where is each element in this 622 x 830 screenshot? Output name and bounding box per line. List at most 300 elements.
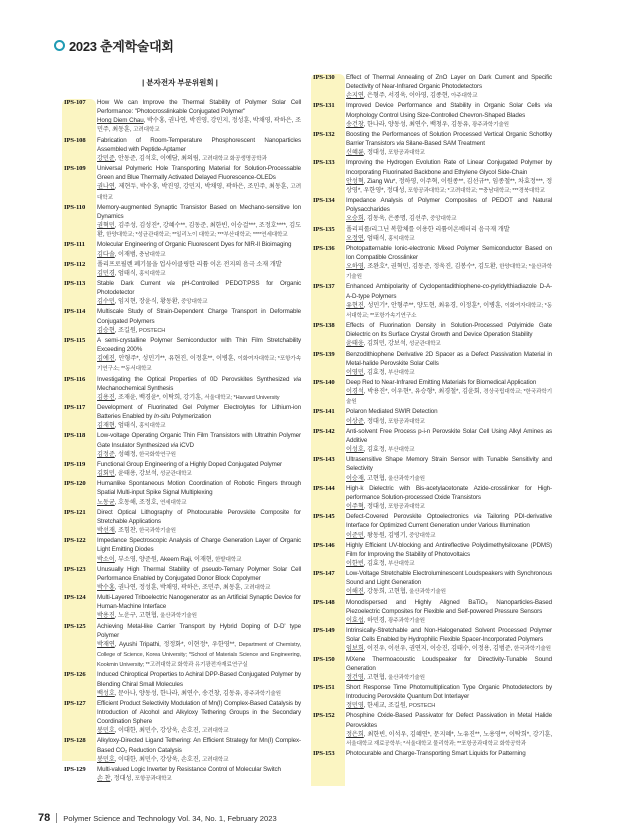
abstract-entry <box>313 73 552 101</box>
abstract-authors <box>97 297 301 307</box>
abstract-entry <box>64 593 301 621</box>
abstract-authors <box>346 730 552 749</box>
co-authors: , 김효정, <box>363 368 388 376</box>
title-text: Polymerization <box>170 413 212 421</box>
abstract-entry <box>313 455 552 483</box>
abstract-entry <box>64 307 301 335</box>
abstract-entry <box>64 240 301 259</box>
co-authors: , 김동욱, 은종명, 김선주, <box>363 215 430 223</box>
presenting-author: 김용진 <box>97 393 115 401</box>
abstract-entry <box>313 683 552 711</box>
abstract-id: IPS-118 <box>64 432 86 440</box>
abstract-entry <box>313 407 552 426</box>
presenting-author: 노동균 <box>97 498 115 506</box>
co-authors: , 이진우, 이선우, 권연지, 이승진, 김태수, 이정용, 김범준, <box>363 645 514 653</box>
abstract-id: IPS-137 <box>313 283 335 291</box>
affiliation: 아주대학교 <box>450 93 478 100</box>
presenting-author: 이준민 <box>346 531 364 539</box>
abstract-authors <box>97 450 301 460</box>
presenting-author: 손지연 <box>346 92 364 100</box>
abstract-id: IPS-108 <box>64 136 86 144</box>
abstract-entry <box>313 512 552 540</box>
presenting-author: 김민경 <box>97 269 115 277</box>
presenting-author: 김회민 <box>97 470 115 478</box>
title-text: Photocurable and Charge-Transporting Smart Liquids for Patterning <box>346 750 526 758</box>
affiliation: POSTECH <box>138 327 166 334</box>
abstract-authors <box>346 445 552 455</box>
affiliation: 부산대학교 <box>387 560 415 567</box>
abstract-title <box>97 375 301 393</box>
co-authors: , 안동준, 김석호, 이예담, 최의림, <box>114 154 202 162</box>
abstract-id: IPS-133 <box>313 159 335 167</box>
co-authors: , 고현협, <box>363 474 388 482</box>
left-column-entries <box>64 98 301 784</box>
abstract-body <box>97 536 301 564</box>
title-text: Highly Efficient UV-blocking and Antireflective Polydimethylsiloxane (PDMS) Film for Improving the Stability of Photovoltaics <box>346 541 552 558</box>
abstract-entry <box>313 350 552 378</box>
abstract-entry <box>313 196 552 224</box>
abstract-authors <box>97 354 301 374</box>
abstract-body <box>97 260 301 279</box>
affiliation: 이화여자대학교; *포항가속기연구소; **동서대학교 <box>97 356 301 373</box>
abstract-entry <box>64 403 301 431</box>
abstract-title <box>97 260 301 269</box>
co-authors: , Ayushi Tripathi, 정정화*, 이현정*, 우한영**, <box>114 640 239 648</box>
abstract-id: IPS-123 <box>64 565 86 573</box>
abstract-id: IPS-151 <box>313 684 335 691</box>
abstract-entry <box>313 378 552 407</box>
presenting-author: 김승현 <box>97 326 115 334</box>
abstract-title <box>346 196 552 214</box>
title-text: Impedance Analysis of Polymer Composites of PEDOT and Natural Polysaccharides <box>346 197 552 214</box>
abstract-authors <box>346 214 552 224</box>
abstract-entry <box>313 101 552 129</box>
affiliation: 한국과학기술원 <box>138 528 176 535</box>
abstract-body <box>97 765 301 784</box>
title-text: A semi-crystalline Polymer Semiconductor with Thin Film Stretchability Exceeding 200% <box>97 336 301 354</box>
affiliation: 고려대학교 <box>133 127 160 134</box>
abstract-title <box>346 321 552 339</box>
presenting-author: Hong Diem Chau <box>97 117 144 125</box>
abstract-authors <box>97 526 301 536</box>
abstract-title <box>97 279 301 297</box>
co-authors: , 노운구, 고현협, <box>114 612 160 620</box>
affiliation: 중앙대학교 <box>180 299 208 306</box>
abstract-title <box>346 244 552 262</box>
abstract-title <box>97 460 301 469</box>
abstract-id: IPS-145 <box>313 513 335 521</box>
abstract-body <box>97 431 301 459</box>
abstract-id: IPS-112 <box>64 260 86 268</box>
abstract-id: IPS-147 <box>313 570 335 578</box>
abstract-id: IPS-119 <box>64 460 86 468</box>
abstract-id: IPS-152 <box>313 712 335 720</box>
abstract-entry <box>64 565 301 593</box>
affiliation: 고려대학교 <box>97 184 301 201</box>
affiliation: 서울대학교 재료공학부; *서울대학교 물리학과; **포항공과대학교 화학공학과 <box>346 740 527 747</box>
abstract-title <box>346 683 552 701</box>
title-text: High-k Dielectric with Bis-acetylacetonate Azide-crosslinker for High-performance Solution-processed Oxide Transistors <box>346 484 552 501</box>
abstract-authors <box>97 640 301 670</box>
abstract-title <box>97 203 301 221</box>
italic-term: via <box>473 513 482 521</box>
abstract-entry <box>313 321 552 349</box>
co-authors: , Ziang Wu*, 정하영, 이주혁, 이원종**, 김선규**, 임종철**, 차효정***, 정상영*, 우한영*, 정대성, <box>346 177 552 194</box>
abstract-authors <box>346 559 552 569</box>
title-text: Improved Device Performance and Stability in Organic Solar Cells <box>346 102 545 110</box>
abstract-authors <box>97 689 301 699</box>
co-authors: , 이재범, <box>114 250 139 258</box>
co-authors: , 김주성, 김성진*, 강혜수**, 김동준, 최한빈, 이승걸***, 조정호****, 김도환, <box>97 222 301 239</box>
abstract-id: IPS-116 <box>64 375 86 383</box>
presenting-author: 안성혁 <box>346 177 364 185</box>
abstract-authors <box>97 555 301 565</box>
affiliation: 홍익대학교 <box>138 270 166 277</box>
affiliation: 울산과학기술원 <box>159 613 197 620</box>
abstract-entry <box>313 711 552 749</box>
abstract-authors <box>97 182 301 202</box>
italic-term: via <box>170 441 179 449</box>
abstract-authors <box>97 611 301 621</box>
affiliation: 경상국립대학교; *한국과학기술원 <box>346 389 552 406</box>
abstract-body <box>97 98 301 136</box>
co-authors: , 고현협, <box>363 673 388 681</box>
affiliation: 한양대학교; *성균관대학교; **일리노이 대학교; ***부산대학교; ****연세대학교 <box>106 232 288 239</box>
italic-term: via <box>544 102 552 110</box>
abstract-id: IPS-126 <box>64 671 86 679</box>
title-text: Intrinsically-Stretchable and Non-Halogenated Solvent Processed Polymer Solar Cells Enabled by Hydrophilic Flexible Spacer-Incorporated Polymers <box>346 627 552 644</box>
abstract-body <box>346 101 552 129</box>
abstract-title <box>346 749 552 758</box>
abstract-id: IPS-113 <box>64 279 86 287</box>
abstract-body <box>97 307 301 335</box>
abstract-id: IPS-148 <box>313 598 335 606</box>
abstract-title <box>97 136 301 154</box>
co-authors: , 정대성, <box>110 775 135 783</box>
abstract-entry <box>64 622 301 671</box>
abstract-body <box>346 541 552 569</box>
abstract-body <box>346 455 552 483</box>
title-text: Functional Group Engineering of a Highly Doped Conjugated Polymer <box>97 460 283 468</box>
abstract-title <box>346 73 552 91</box>
title-text: Enhanced Ambipolarity of Cyclopentadithiophene- <box>346 283 483 291</box>
abstract-title <box>97 593 301 611</box>
presenting-author: 이해진 <box>346 588 364 596</box>
abstract-title <box>97 240 301 249</box>
abstract-authors <box>346 644 552 654</box>
presenting-author: 이성호 <box>346 446 364 454</box>
title-text: iCVD <box>178 441 194 449</box>
abstract-body <box>346 749 552 758</box>
abstract-body <box>346 655 552 683</box>
presenting-author: 김다솔 <box>97 250 115 258</box>
italic-term: In-situ <box>153 413 171 421</box>
abstract-title <box>346 378 552 387</box>
abstract-body <box>97 699 301 737</box>
abstract-title <box>346 427 552 445</box>
co-authors: , 왕동원, 김병기, <box>363 531 409 539</box>
abstract-id: IPS-143 <box>313 456 335 464</box>
presenting-author: 오승희 <box>346 215 364 223</box>
presenting-author: 박소이 <box>97 555 115 563</box>
abstract-entry <box>64 375 301 403</box>
abstract-body <box>97 164 301 203</box>
affiliation: 한밭대학교 <box>214 556 242 563</box>
presenting-author: 박선재 <box>97 527 115 535</box>
affiliation: 울산과학기술원 <box>387 674 425 681</box>
italic-term: pseudo <box>201 565 222 573</box>
abstract-body <box>97 279 301 307</box>
abstract-authors <box>346 417 552 427</box>
presenting-author: 손 찬 <box>97 775 111 783</box>
page-header <box>54 36 174 55</box>
affiliation: 한양대학교; *울산과학기술원 <box>346 264 552 281</box>
co-authors: , 박용진*, 이우현*, 유승형*, 최경철*, 김윤회, <box>363 388 484 396</box>
co-authors: , 엄태식, <box>363 234 388 242</box>
co-authors: , 이대한, 최민수, 강상욱, 손호진, <box>114 755 202 763</box>
abstract-entry <box>313 130 552 158</box>
abstract-id: IPS-139 <box>313 350 335 358</box>
presenting-author: 오정연 <box>346 234 364 242</box>
presenting-author: 김정준 <box>97 450 115 458</box>
affiliation: 울산과학기술원 <box>387 475 425 482</box>
abstract-entry <box>64 460 301 479</box>
co-authors: , 김효정, <box>363 446 388 454</box>
co-authors: , 권나연, 정성훈, 박채영, 곽하은, 조민주, 최동훈, <box>114 583 244 591</box>
co-authors: , 부소영, 양준원, Akeem Raji, 이재현, <box>114 555 215 563</box>
affiliation: 고려대학교 <box>201 728 229 735</box>
abstract-entry <box>313 225 552 244</box>
abstract-id: IPS-114 <box>64 308 86 316</box>
title-text: Phosphine Oxide-Based Passivator for Defect Passivation in Metal Halide Perovskites <box>346 712 552 729</box>
affiliation: 포항공과대학교 <box>387 504 425 511</box>
abstract-id: IPS-107 <box>64 99 86 106</box>
abstract-id: IPS-135 <box>313 225 335 233</box>
abstract-entry <box>313 158 552 196</box>
co-authors: , 안형주*, 성민기**, 유현진, 이정훈**, 이병훈, <box>114 355 238 363</box>
abstract-body <box>97 336 301 375</box>
co-authors: , 조길원, <box>114 326 139 334</box>
footer-divider <box>56 813 57 823</box>
co-authors: , 하민경, <box>363 616 388 624</box>
presenting-author: 박재연 <box>97 640 115 648</box>
co-authors: , 최한빈, 이석우, 김혜연*, 문지혜*, 노유진**, 노용영**, 이탁희*, 강기훈, <box>363 730 552 738</box>
section-title: | 분자전자 부문위원회 | <box>142 78 218 87</box>
affiliation: POSTECH <box>408 703 436 710</box>
abstract-body <box>346 244 552 283</box>
abstract-title <box>346 484 552 502</box>
abstract-entry <box>64 98 301 136</box>
title-text: -Ternary Polymer Solar Cell Performance Enabled by Conjugated Donor Block Copolymer <box>97 565 301 582</box>
title-text: Silane-Based SAM Treatment <box>404 140 485 148</box>
co-authors: , 김희민, 강보석, <box>363 340 409 348</box>
abstract-body <box>97 136 301 164</box>
abstract-title <box>346 101 552 119</box>
co-authors: , 이대한, 최민수, 강상욱, 손호진, <box>114 727 202 735</box>
abstract-title <box>97 670 301 688</box>
abstract-body <box>346 484 552 512</box>
abstract-id: IPS-109 <box>64 165 86 173</box>
affiliation: 포항공과대학교 <box>387 150 425 157</box>
abstract-authors <box>346 177 552 196</box>
abstract-body <box>346 626 552 654</box>
abstract-body <box>346 711 552 749</box>
affiliation: 서울대학교; *Harvard University <box>204 394 280 401</box>
presenting-author: 유현진 <box>346 301 364 309</box>
presenting-author: 권혁민 <box>97 222 115 230</box>
abstract-body <box>97 240 301 259</box>
affiliation: 중앙대학교 <box>408 532 436 539</box>
abstract-authors <box>97 774 301 784</box>
presenting-author: 강민준 <box>97 154 115 162</box>
italic-term: co <box>482 283 489 291</box>
co-authors: , 윤태용, 강보석, <box>114 470 160 478</box>
abstract-entry <box>313 244 552 283</box>
title-text: Direct Optical Lithography of Photocurable Perovskite Composite for Stretchable Applications <box>97 508 301 525</box>
title-text: Impedance Spectroscopic Analysis of Charge Generation Layer of Organic Light Emitting Diodes <box>97 537 301 554</box>
abstract-authors <box>97 726 301 736</box>
page-number: 78 <box>38 812 51 824</box>
abstract-id: IPS-125 <box>64 622 86 630</box>
abstract-title <box>97 98 301 116</box>
affiliation: 부산대학교 <box>387 369 415 376</box>
co-authors: , 한세교, 조길원, <box>363 702 409 710</box>
title-text: Monodispersed and Highly Aligned BaTiO₃ Nanoparticles-Based Piezoelectric Composites for Flexible and Self-powered Pressure Sensors <box>346 598 552 615</box>
presenting-author: 박용진 <box>97 612 115 620</box>
abstract-authors <box>346 474 552 484</box>
abstract-id: IPS-120 <box>64 480 86 488</box>
abstract-body <box>346 407 552 426</box>
abstract-title <box>346 350 552 368</box>
affiliation: 울산과학기술원 <box>408 589 446 596</box>
title-text: Ultrasensitive Shape Memory Strain Sensor with Tunable Sensitivity and Selectivity <box>346 456 552 473</box>
abstract-body <box>346 282 552 321</box>
affiliation: 한국과학기술원 <box>513 646 551 653</box>
abstract-authors <box>346 531 552 541</box>
abstract-authors <box>346 616 552 626</box>
abstract-entry <box>64 699 301 737</box>
abstract-title <box>346 130 552 148</box>
title-text: Induced Chiroptical Properties to Achiral DPP-Based Conjugated Polymer by Blending Chiral Small Molecules <box>97 671 301 688</box>
affiliation: 포항공과대학교; *고려대학교; **충남대학교; ***경북대학교 <box>407 187 545 194</box>
abstract-id: IPS-144 <box>313 484 335 492</box>
abstract-body <box>346 225 552 244</box>
title-text: Low-voltage Operating Organic Thin Film Transistors with Ultrathin Polymer Gate Insulator Synthesized <box>97 432 301 449</box>
presenting-author: 오하영 <box>346 263 364 271</box>
co-authors: , 호동해, 조정호, <box>114 498 160 506</box>
presenting-author: 백성호 <box>97 689 115 697</box>
abstract-body <box>346 196 552 224</box>
abstract-authors <box>97 393 301 403</box>
abstract-id: IPS-141 <box>313 408 335 416</box>
title-text: Memory-augmented Synaptic Transistor Based on Mechano-sensitive Ion Dynamics <box>97 203 301 220</box>
abstract-body <box>97 375 301 403</box>
presenting-author: 봉민호 <box>97 755 115 763</box>
co-authors: , 성민기*, 안형주**, 양도현, 최유경, 이정훈*, 이병훈, <box>363 301 505 309</box>
abstract-entry <box>64 736 301 764</box>
abstract-entry <box>64 203 301 241</box>
title-text: Tailoring PDI-derivative Interface for Optimized Current Generation under Various Illumination <box>346 513 553 530</box>
abstract-body <box>346 350 552 378</box>
abstract-authors <box>346 502 552 512</box>
abstract-entry <box>313 598 552 626</box>
abstract-id: IPS-127 <box>64 699 86 707</box>
abstract-title <box>97 622 301 640</box>
abstract-title <box>346 655 552 673</box>
abstract-entry <box>64 670 301 698</box>
title-text: Low-Voltage Stretchable Electroluminescent Loudspeakers with Synchronous Sound and Light Generation <box>346 570 552 587</box>
abstract-id: IPS-153 <box>313 750 335 758</box>
abstract-id: IPS-140 <box>313 379 335 386</box>
abstract-authors <box>346 368 552 378</box>
abstract-entry <box>313 749 552 758</box>
presenting-author: 김수민 <box>97 298 115 306</box>
abstract-authors <box>97 154 301 164</box>
title-text: Boosting the Performances of Solution Processed Vertical Organic Schottky Barrier Transistors <box>346 130 552 148</box>
abstract-authors <box>346 701 552 711</box>
presenting-author: 이경석 <box>346 388 364 396</box>
abstract-title <box>97 403 301 421</box>
abstract-authors <box>97 326 301 336</box>
presenting-author: 이한빈 <box>346 559 364 567</box>
co-authors: , 김효정, <box>363 559 388 567</box>
abstract-entry <box>313 569 552 597</box>
abstract-entry <box>313 655 552 683</box>
title-text: Investigating the Optical Properties of 0D Perovskites Synthesized <box>97 375 294 383</box>
title-text: 폴리프로필렌 폐기물을 업사이클링한 리튬 이온 전지의 음극 소재 개발 <box>97 260 282 268</box>
co-authors: , 조힘찬, <box>114 527 139 535</box>
presenting-author: 김재현 <box>97 422 115 430</box>
title-text: MXene Thermoacoustic Loudspeaker for Directivity-Tunable Sound Generation <box>346 655 552 672</box>
abstract-entry <box>64 164 301 203</box>
title-text: Development of Fluorinated Gel Polymer Electrolytes for Lithium-ion Batteries Enabled by <box>97 404 301 421</box>
title-text: -pyridylthiadiazole D-A-A-D-type Polymers <box>346 283 552 300</box>
abstract-title <box>97 336 301 354</box>
affiliation: 홍익대학교 <box>138 423 166 430</box>
affiliation: 한국화학연구원 <box>138 451 176 458</box>
abstract-authors <box>346 262 552 282</box>
title-text: Effects of Fluorination Density in Solution-Processed Polyimide Gate Dielectric on Its Surface Crystal Growth and Device Operation Stability <box>346 322 552 339</box>
title-text: Morphology Control Using Size-Controlled Chevron-Shaped Blades <box>346 111 526 119</box>
title-text: Mechanochemical Synthesis <box>97 384 174 392</box>
journal-citation: Polymer Science and Technology Vol. 34, No. 1, February 2023 <box>63 813 277 823</box>
title-text: pH-Controlled PEDOT:PSS for Organic Photodetector <box>97 279 301 297</box>
abstract-authors <box>346 120 552 130</box>
abstract-title <box>346 407 552 416</box>
abstract-body <box>97 593 301 621</box>
affiliation: 중앙대학교 <box>429 216 457 223</box>
abstract-id: IPS-129 <box>64 765 86 773</box>
page-footer <box>38 812 277 824</box>
abstract-authors <box>346 673 552 683</box>
abstract-id: IPS-117 <box>64 404 86 411</box>
italic-term: via <box>293 375 301 383</box>
presenting-author: 정건영 <box>346 673 364 681</box>
title-text: Achieving Metal-like Carrier Transport by Hybrid Doping of D-D' type Polymer <box>97 622 301 639</box>
presenting-author: 이주혁 <box>346 503 364 511</box>
abstract-id: IPS-149 <box>313 627 335 635</box>
co-authors: , 엄태식, <box>114 422 139 430</box>
presenting-author: 임보희 <box>346 645 364 653</box>
abstract-body <box>97 670 301 698</box>
circle-bullet-icon <box>54 40 65 51</box>
abstract-id: IPS-128 <box>64 737 86 745</box>
abstract-body <box>97 479 301 507</box>
presenting-author: 박수홍 <box>97 583 115 591</box>
abstract-body <box>97 460 301 479</box>
abstract-body <box>346 73 552 101</box>
affiliation: 연세대학교 <box>159 499 187 506</box>
